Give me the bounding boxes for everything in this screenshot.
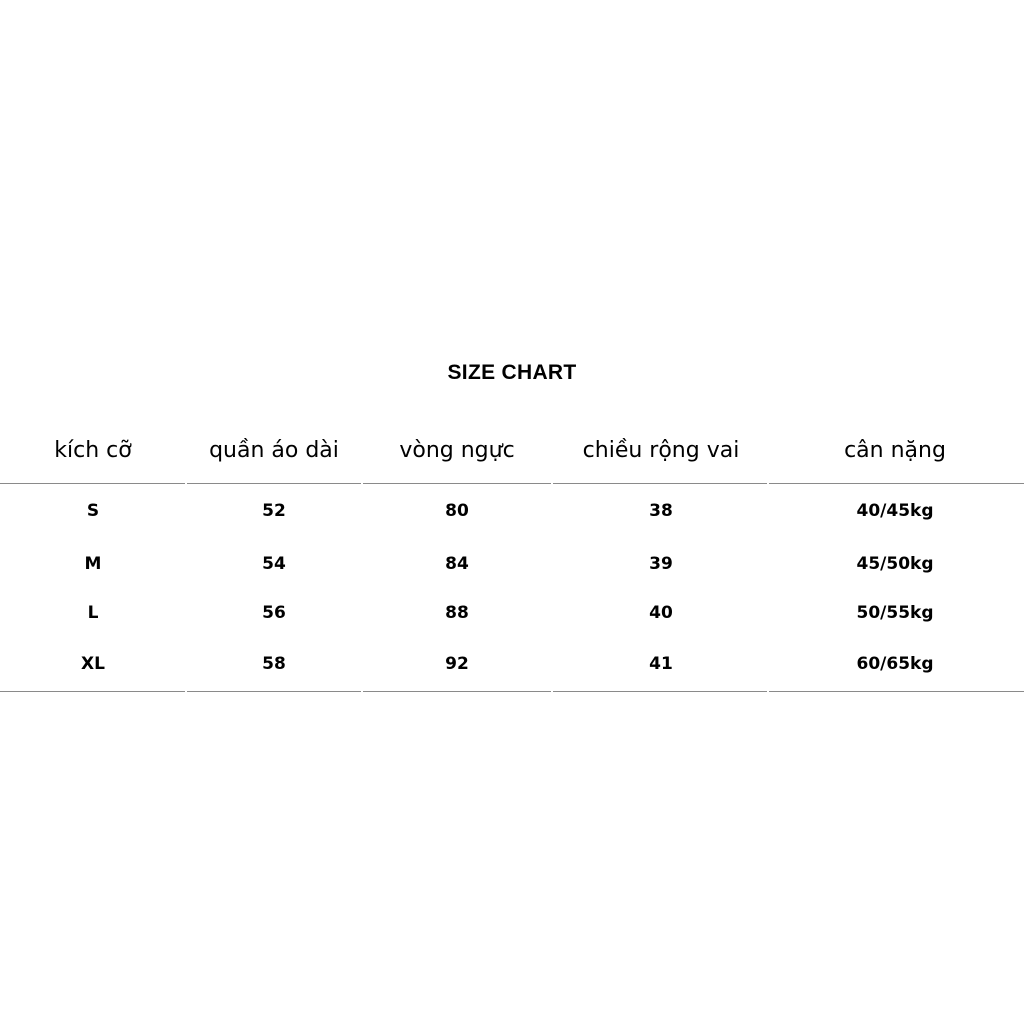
table-bottom-divider [187,691,361,692]
header-divider [0,483,185,484]
cell-shoulder-width: 40 [649,603,673,623]
cell-length: 54 [262,554,286,574]
table-row [0,603,1024,627]
header-weight: cân nặng [844,438,946,463]
cell-length: 52 [262,501,286,521]
table-bottom-divider [553,691,767,692]
cell-size: L [87,603,99,623]
header-chest: vòng ngực [399,438,515,463]
header-divider [363,483,551,484]
cell-length: 58 [262,654,286,674]
table-row [0,654,1024,678]
cell-shoulder-width: 41 [649,654,673,674]
cell-size: M [84,554,102,574]
table-row [0,501,1024,525]
header-length: quần áo dài [209,438,339,463]
cell-shoulder-width: 38 [649,501,673,521]
chart-title: SIZE CHART [447,361,577,384]
header-shoulder-width: chiều rộng vai [582,438,740,463]
header-divider [187,483,361,484]
table-row [0,554,1024,578]
cell-weight: 45/50kg [856,554,934,574]
table-bottom-divider [769,691,1024,692]
table-header [0,434,1024,474]
cell-shoulder-width: 39 [649,554,673,574]
cell-length: 56 [262,603,286,623]
cell-size: XL [81,654,105,674]
cell-weight: 50/55kg [856,603,934,623]
header-divider [553,483,767,484]
cell-chest: 80 [445,501,469,521]
table-bottom-divider [0,691,185,692]
header-divider [769,483,1024,484]
cell-size: S [86,501,100,521]
cell-chest: 88 [445,603,469,623]
cell-weight: 40/45kg [856,501,934,521]
header-size: kích cỡ [54,438,132,463]
cell-chest: 92 [445,654,469,674]
cell-weight: 60/65kg [856,654,934,674]
cell-chest: 84 [445,554,469,574]
table-bottom-divider [363,691,551,692]
